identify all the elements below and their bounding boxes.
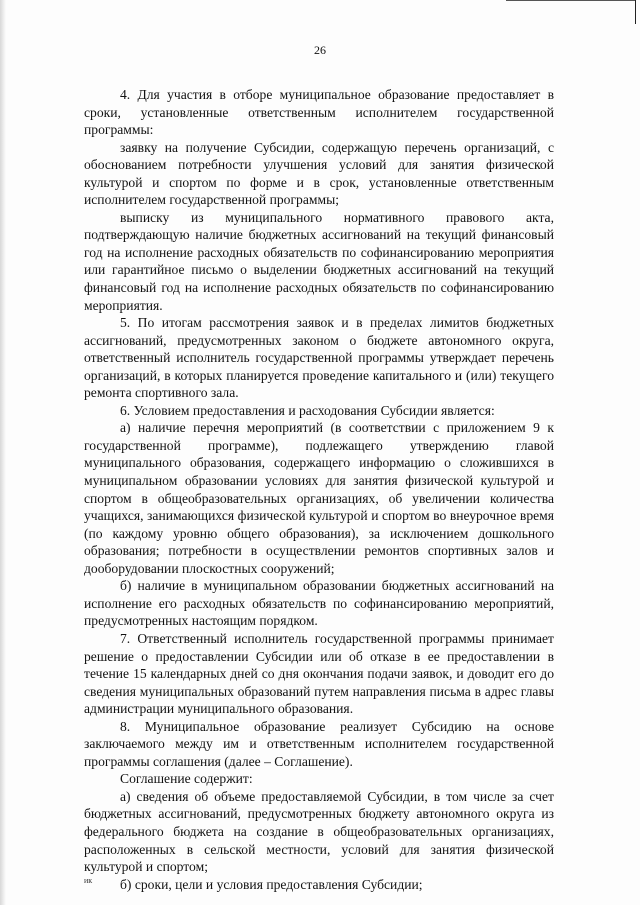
paragraph-extract: выписку из муниципального нормативного правового акта, подтверждающую наличие бюджетных ассигнований на текущий финансовый год на исполнение расходных обязательств по софинансированию мероприятия или гарантийное письмо о выделении бюджетных ассигнований на текущий финансовый год на исполнение расходных обязательств по софинансированию мероприятия. xyxy=(84,209,554,313)
paragraph-7: 7. Ответственный исполнитель государственной программы принимает решение о предоставлении Субсидии или об отказе в ее предоставлении в течение 15 календарных дней со дня окончания подачи заявок, и доводит его до сведения муниципальных образований путем направления письма в адрес главы администрации муниципального образования. xyxy=(84,630,554,717)
scan-shadow-left xyxy=(0,0,6,905)
scan-border-top xyxy=(506,0,636,1)
paragraph-5: 5. По итогам рассмотрения заявок и в пределах лимитов бюджетных ассигнований, предусмотренных законом о бюджете автономного округа, ответственный исполнитель государственной программы утверждает перечень организаций, в которых планируется проведение капитального и (или) текущего ремонта спортивного зала. xyxy=(84,315,554,401)
paragraph-agreement-b: б) сроки, цели и условия предоставления Субсидии; xyxy=(120,876,423,892)
paragraph-6: 6. Условием предоставления и расходования Субсидии является: xyxy=(120,402,495,418)
paragraph-4: 4. Для участия в отборе муниципальное образование предоставляет в сроки, установленные ответственным исполнителем государственной программы: xyxy=(84,87,554,138)
document-body xyxy=(84,86,554,893)
footer-mark: ик xyxy=(84,876,93,885)
paragraph-8: 8. Муниципальное образование реализует Субсидию на основе заключаемого между им и ответственным исполнителем государственной программы соглашения (далее – Соглашение). xyxy=(84,718,554,769)
paragraph-agreement-a: а) сведения об объеме предоставляемой Субсидии, в том числе за счет бюджетных ассигнований, предусмотренных бюджету автономного округа из федерального бюджета на создание в общеобразовательных организациях, расположенных в сельской местности, условий для занятия физической культурой и спортом; xyxy=(84,788,554,875)
paragraph-6b: б) наличие в муниципальном образовании бюджетных ассигнований на исполнение его расходных обязательств по софинансированию мероприятий, предусмотренных настоящим порядком. xyxy=(84,578,554,629)
scan-border-right xyxy=(635,0,636,24)
page-number: 26 xyxy=(314,43,326,57)
paragraph-agreement-contains: Соглашение содержит: xyxy=(120,771,253,787)
paragraph-6a: а) наличие перечня мероприятий (в соответствии с приложением 9 к государственной программе), подлежащего утверждению главой муниципального образования, содержащего информацию о сложившихся в муниципальном образовании условиях для занятия физической культурой и спортом в общеобразовательных организациях, об увеличении количества учащихся, занимающихся физической культурой и спортом во внеурочное время (по каждому уровню общего образования), за исключением дошкольного образования; потребности в осуществлении ремонтов спортивных залов и дооборудовании плоскостных сооружений; xyxy=(84,420,554,576)
paragraph-application: заявку на получение Субсидии, содержащую перечень организаций, с обоснованием потребности улучшения условий для занятия физической культурой и спортом по форме и в срок, установленные ответственным исполнителем государственной программы; xyxy=(84,139,554,208)
